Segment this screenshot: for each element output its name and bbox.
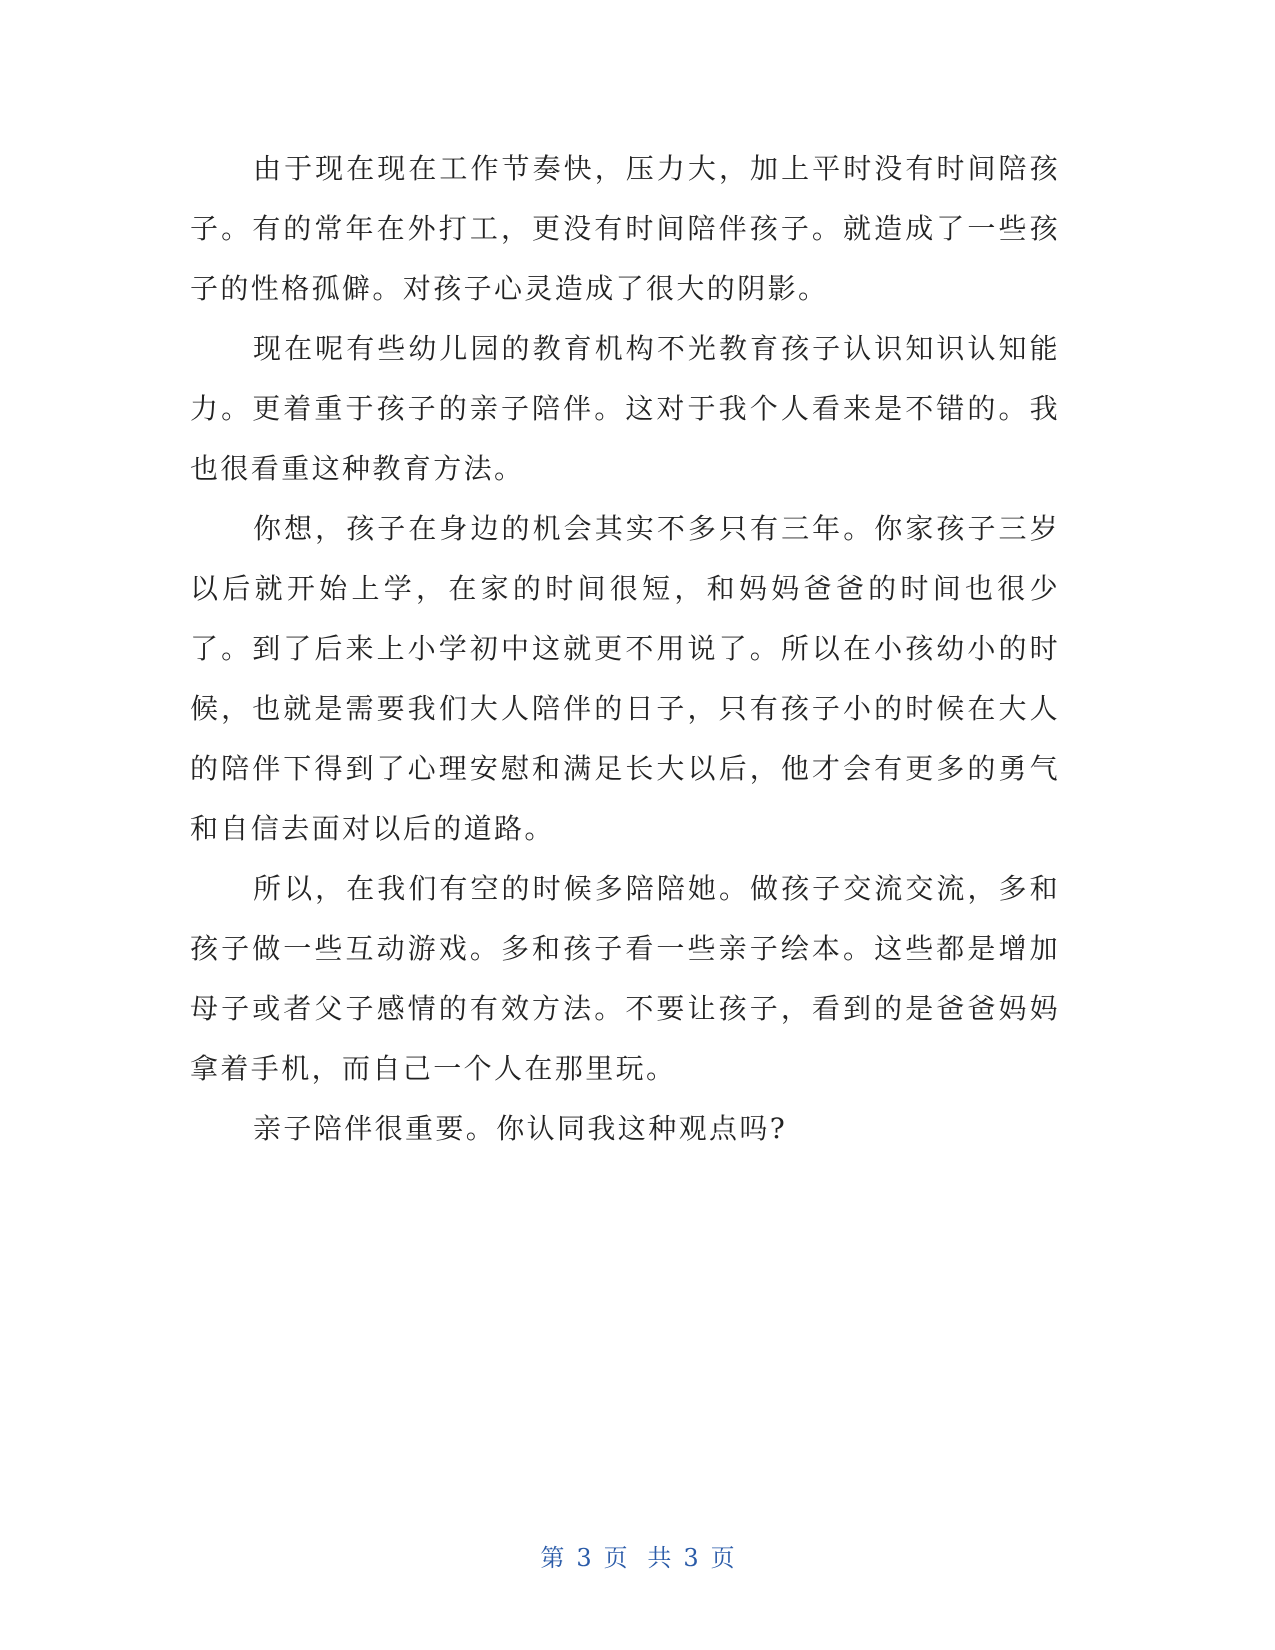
footer-page-prefix: 第: [540, 1544, 565, 1572]
paragraph-2: 现在呢有些幼儿园的教育机构不光教育孩子认识知识认知能力。更着重于孩子的亲子陪伴。这对于我个人看来是不错的。我也很看重这种教育方法。: [190, 332, 1060, 485]
footer-total-prefix: 共: [647, 1544, 672, 1572]
paragraph-3: 你想，孩子在身边的机会其实不多只有三年。你家孩子三岁以后就开始上学，在家的时间很短，和妈妈爸爸的时间也很少了。到了后来上小学初中这就更不用说了。所以在小孩幼小的时候，也就是需要我们大人陪伴的日子，只有孩子小的时候在大人的陪伴下得到了心理安慰和满足长大以后，他才会有更多的勇气和自信去面对以后的道路。: [190, 512, 1060, 845]
paragraph-1: 由于现在现在工作节奏快，压力大，加上平时没有时间陪孩子。有的常年在外打工，更没有时间陪伴孩子。就造成了一些孩子的性格孤僻。对孩子心灵造成了很大的阴影。: [190, 152, 1060, 305]
footer-total-pages: 3: [683, 1544, 699, 1572]
paragraph-5: 亲子陪伴很重要。你认同我这种观点吗?: [253, 1112, 788, 1145]
document-body: [190, 139, 1060, 1159]
page-footer: [0, 1538, 1275, 1573]
footer-current-page: 3: [576, 1544, 592, 1572]
paragraph-4: 所以，在我们有空的时候多陪陪她。做孩子交流交流，多和孩子做一些互动游戏。多和孩子看一些亲子绘本。这些都是增加母子或者父子感情的有效方法。不要让孩子，看到的是爸爸妈妈拿着手机，而自己一个人在那里玩。: [190, 872, 1060, 1085]
footer-page-label: 页: [603, 1544, 628, 1572]
footer-total-label: 页: [710, 1544, 735, 1572]
